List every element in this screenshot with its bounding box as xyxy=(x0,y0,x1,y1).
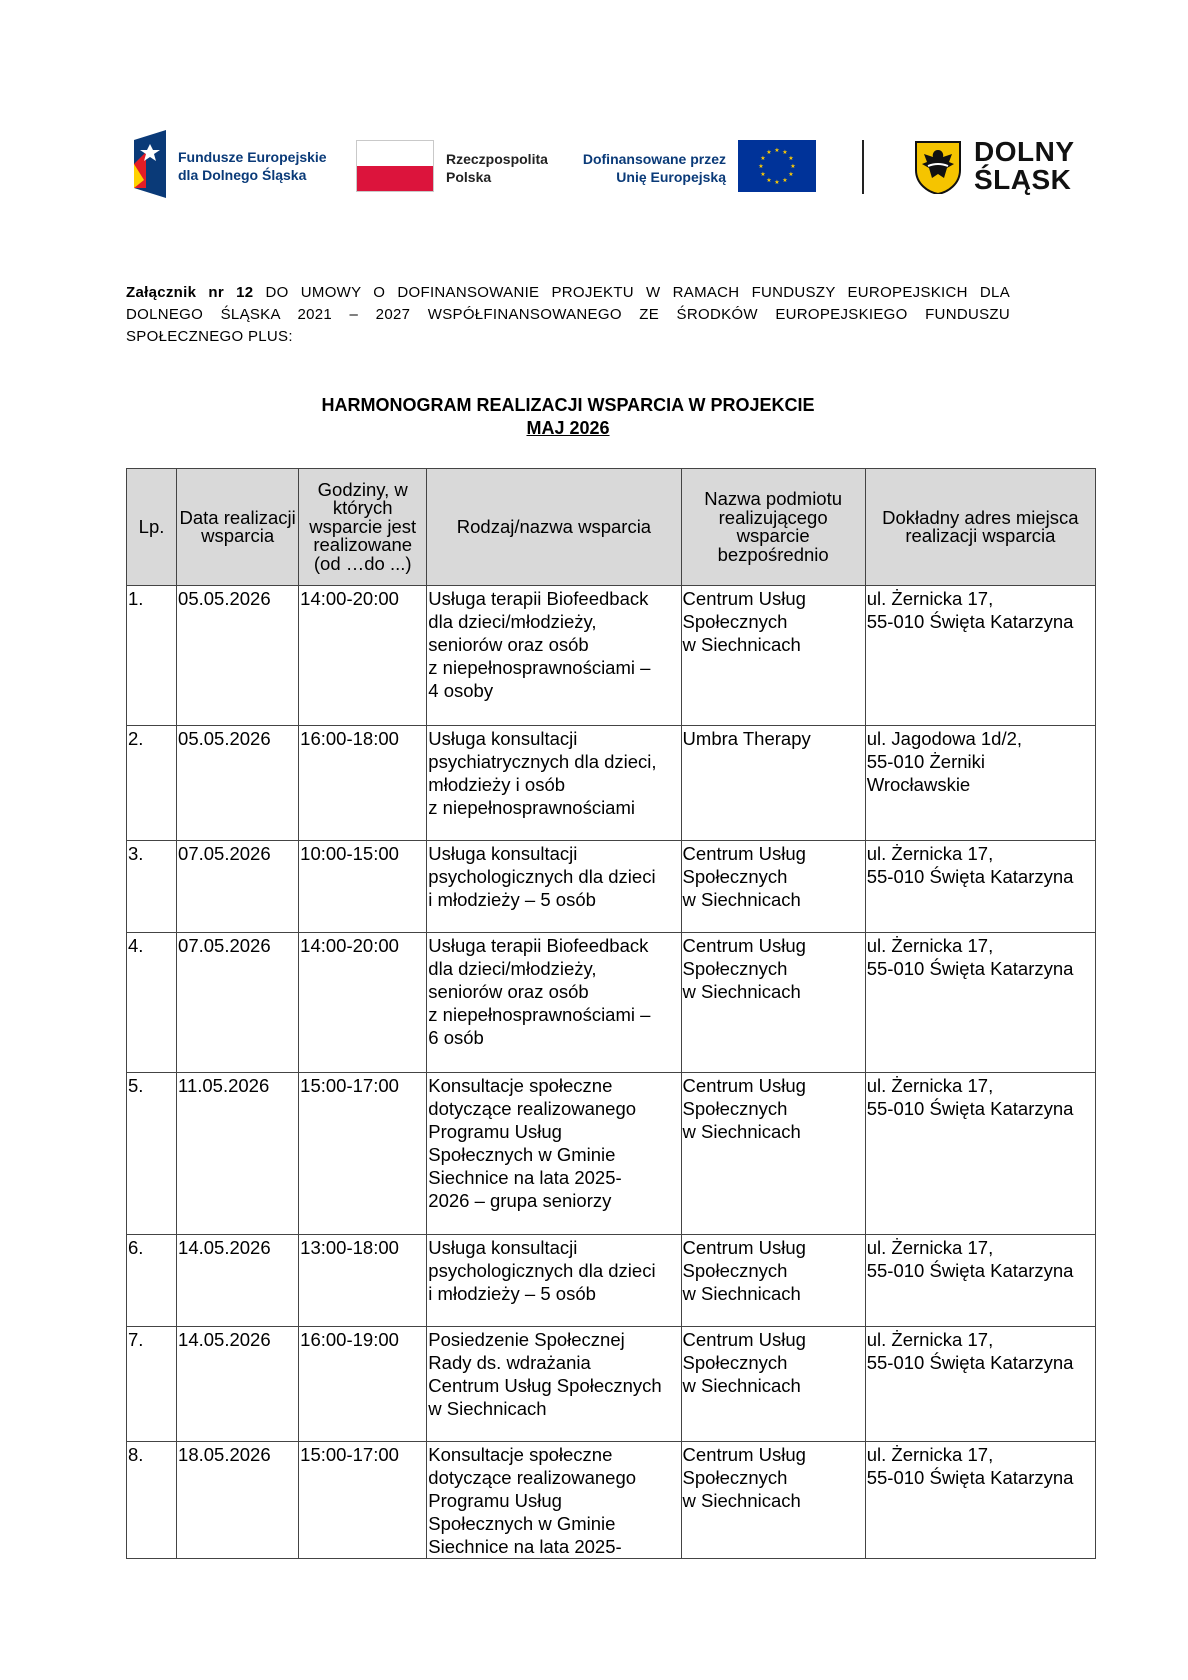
cell-hours: 15:00-17:00 xyxy=(299,1442,427,1559)
cell-date: 07.05.2026 xyxy=(177,841,299,933)
cell-lp: 6. xyxy=(127,1235,177,1327)
dolny-slask-logo-text: DOLNY ŚLĄSK xyxy=(974,136,1075,195)
cell-address xyxy=(865,1442,1095,1559)
svg-text:★: ★ xyxy=(790,163,796,170)
cell-entity xyxy=(681,841,865,933)
cell-support-type-line: Usługa terapii Biofeedback xyxy=(428,935,649,956)
table-row xyxy=(127,1327,1096,1442)
fe-star-logo-icon xyxy=(130,130,166,198)
cell-address xyxy=(865,1235,1095,1327)
cell-entity-line: Umbra Therapy xyxy=(682,728,811,749)
col-header-hours: Godziny, w których wsparcie jest realizowane (od …do ...) xyxy=(299,469,427,586)
cell-support-type xyxy=(427,726,681,841)
cell-support-type-line: 4 osoby xyxy=(428,680,494,701)
cell-support-type-line: Siechnice na lata 2025- xyxy=(428,1167,622,1188)
eu-flag-icon xyxy=(738,140,816,192)
cell-entity xyxy=(681,586,865,726)
cell-support-type-line: w Siechnicach xyxy=(428,1398,547,1419)
cell-hours: 10:00-15:00 xyxy=(299,841,427,933)
cell-lp: 4. xyxy=(127,933,177,1073)
attachment-line-1: Załącznik nr 12 DO UMOWY O DOFINANSOWANIE PROJEKTU W RAMACH FUNDUSZY EUROPEJSKICH DLA xyxy=(126,284,1010,301)
cell-address-line: ul. Żernicka 17, xyxy=(866,935,994,956)
cell-address-line: ul. Żernicka 17, xyxy=(866,1329,994,1350)
table-row xyxy=(127,841,1096,933)
cell-entity-line: Społecznych xyxy=(682,611,788,632)
cell-entity-line: Centrum Usług xyxy=(682,1329,806,1350)
cell-address xyxy=(865,1327,1095,1442)
cell-entity xyxy=(681,1327,865,1442)
cell-address-line: 55-010 Święta Katarzyna xyxy=(866,958,1074,979)
col-header-date: Data realizacji wsparcia xyxy=(177,469,299,586)
logo-divider xyxy=(862,140,864,194)
cell-lp: 3. xyxy=(127,841,177,933)
cell-lp: 1. xyxy=(127,586,177,726)
cell-support-type-line: Centrum Usług Społecznych xyxy=(428,1375,662,1396)
cell-support-type-line: 6 osób xyxy=(428,1027,484,1048)
svg-text:★: ★ xyxy=(782,177,788,184)
cell-hours: 15:00-17:00 xyxy=(299,1073,427,1235)
cell-hours: 14:00-20:00 xyxy=(299,586,427,726)
table-row xyxy=(127,933,1096,1073)
cell-support-type xyxy=(427,586,681,726)
cell-entity-line: w Siechnicach xyxy=(682,1375,801,1396)
table-row xyxy=(127,1073,1096,1235)
attachment-line-3: SPOŁECZNEGO PLUS: xyxy=(126,328,293,345)
cell-support-type xyxy=(427,1327,681,1442)
cell-address-line: 55-010 Święta Katarzyna xyxy=(866,1352,1074,1373)
cell-support-type-line: i młodzieży – 5 osób xyxy=(428,889,596,910)
cell-lp: 2. xyxy=(127,726,177,841)
cell-entity-line: Społecznych xyxy=(682,958,788,979)
svg-text:★: ★ xyxy=(760,155,766,162)
cell-address-line: ul. Żernicka 17, xyxy=(866,843,994,864)
schedule-table xyxy=(126,468,1096,1559)
schedule-table-body xyxy=(127,586,1096,1559)
cell-lp: 5. xyxy=(127,1073,177,1235)
cell-entity-line: Centrum Usług xyxy=(682,588,806,609)
cell-support-type-line: psychologicznych dla dzieci xyxy=(428,866,656,887)
cell-support-type-line: Konsultacje społeczne xyxy=(428,1075,613,1096)
cell-entity-line: Centrum Usług xyxy=(682,1237,806,1258)
document-title xyxy=(126,394,1010,440)
cell-support-type-line: Społecznych w Gminie xyxy=(428,1513,616,1534)
cell-date: 14.05.2026 xyxy=(177,1235,299,1327)
svg-text:★: ★ xyxy=(788,155,794,162)
cell-date: 11.05.2026 xyxy=(177,1073,299,1235)
cell-address xyxy=(865,841,1095,933)
svg-text:★: ★ xyxy=(782,149,788,156)
cell-entity-line: Centrum Usług xyxy=(682,935,806,956)
table-header-row xyxy=(127,469,1096,586)
fe-logo-text: Fundusze Europejskie dla Dolnego Śląska xyxy=(178,149,327,183)
cell-entity-line: Społecznych xyxy=(682,1260,788,1281)
table-row xyxy=(127,726,1096,841)
title-month: MAJ 2026 xyxy=(526,418,610,438)
col-header-address: Dokładny adres miejsca realizacji wsparcia xyxy=(865,469,1095,586)
cell-date: 07.05.2026 xyxy=(177,933,299,1073)
cell-lp: 7. xyxy=(127,1327,177,1442)
cell-support-type xyxy=(427,1073,681,1235)
cell-hours: 13:00-18:00 xyxy=(299,1235,427,1327)
cell-address-line: 55-010 Żerniki xyxy=(866,751,985,772)
cell-entity-line: Społecznych xyxy=(682,1098,788,1119)
cell-date: 05.05.2026 xyxy=(177,586,299,726)
cell-support-type-line: seniorów oraz osób xyxy=(428,634,589,655)
title-main: HARMONOGRAM REALIZACJI WSPARCIA W PROJEKCIE xyxy=(321,395,815,415)
col-header-lp: Lp. xyxy=(127,469,177,586)
cell-address xyxy=(865,1073,1095,1235)
cell-support-type-line: młodzieży i osób xyxy=(428,774,566,795)
cell-support-type-line: 2026 – grupa seniorzy xyxy=(428,1190,612,1211)
svg-text:★: ★ xyxy=(766,149,772,156)
cell-support-type-line: psychiatrycznych dla dzieci, xyxy=(428,751,657,772)
cell-entity-line: w Siechnicach xyxy=(682,1121,801,1142)
cell-date: 18.05.2026 xyxy=(177,1442,299,1559)
cell-lp: 8. xyxy=(127,1442,177,1559)
col-header-entity: Nazwa podmiotu realizującego wsparcie bezpośrednio xyxy=(681,469,865,586)
cell-address-line: ul. Żernicka 17, xyxy=(866,1075,994,1096)
polish-flag xyxy=(356,140,434,192)
cell-entity-line: w Siechnicach xyxy=(682,981,801,1002)
cell-address-line: 55-010 Święta Katarzyna xyxy=(866,611,1074,632)
cell-address xyxy=(865,933,1095,1073)
cell-support-type-line: dotyczące realizowanego xyxy=(428,1467,637,1488)
cell-entity-line: Społecznych xyxy=(682,1467,788,1488)
cell-address-line: 55-010 Święta Katarzyna xyxy=(866,866,1074,887)
cell-entity xyxy=(681,933,865,1073)
cell-entity-line: Centrum Usług xyxy=(682,1075,806,1096)
cell-support-type-line: Siechnice na lata 2025- xyxy=(428,1536,622,1557)
svg-text:★: ★ xyxy=(758,163,764,170)
cell-address-line: ul. Żernicka 17, xyxy=(866,1444,994,1465)
cell-support-type xyxy=(427,841,681,933)
table-row xyxy=(127,586,1096,726)
attachment-header xyxy=(126,282,1010,348)
cell-entity-line: w Siechnicach xyxy=(682,1490,801,1511)
cell-support-type-line: Usługa konsultacji xyxy=(428,843,578,864)
attachment-line-2: DOLNEGO ŚLĄSKA 2021 – 2027 WSPÓŁFINANSOWANEGO ZE ŚRODKÓW EUROPEJSKIEGO FUNDUSZU xyxy=(126,306,1010,323)
cell-support-type-line: seniorów oraz osób xyxy=(428,981,589,1002)
col-header-type: Rodzaj/nazwa wsparcia xyxy=(427,469,681,586)
cell-hours: 16:00-18:00 xyxy=(299,726,427,841)
cell-support-type xyxy=(427,933,681,1073)
cell-address-line: 55-010 Święta Katarzyna xyxy=(866,1260,1074,1281)
ue-logo-text: Dofinansowane przez Unię Europejską xyxy=(582,151,726,185)
svg-text:★: ★ xyxy=(766,177,772,184)
cell-support-type-line: z niepełnosprawnościami – xyxy=(428,657,651,678)
cell-entity xyxy=(681,1442,865,1559)
table-row xyxy=(127,1442,1096,1559)
cell-support-type xyxy=(427,1235,681,1327)
cell-address-line: 55-010 Święta Katarzyna xyxy=(866,1098,1074,1119)
cell-support-type-line: dla dzieci/młodzieży, xyxy=(428,611,597,632)
cell-date: 05.05.2026 xyxy=(177,726,299,841)
cell-entity-line: Centrum Usług xyxy=(682,1444,806,1465)
cell-support-type-line: dotyczące realizowanego xyxy=(428,1098,637,1119)
cell-date: 14.05.2026 xyxy=(177,1327,299,1442)
eagle-crest-icon xyxy=(914,140,962,194)
cell-support-type-line: z niepełnosprawnościami xyxy=(428,797,635,818)
cell-entity-line: Społecznych xyxy=(682,1352,788,1373)
svg-text:★: ★ xyxy=(774,179,780,186)
cell-support-type-line: Usługa konsultacji xyxy=(428,1237,578,1258)
cell-address xyxy=(865,586,1095,726)
cell-hours: 14:00-20:00 xyxy=(299,933,427,1073)
cell-support-type-line: z niepełnosprawnościami – xyxy=(428,1004,651,1025)
cell-address-line: ul. Żernicka 17, xyxy=(866,1237,994,1258)
svg-text:★: ★ xyxy=(760,171,766,178)
cell-entity-line: w Siechnicach xyxy=(682,634,801,655)
rp-logo-text: Rzeczpospolita Polska xyxy=(446,151,548,185)
svg-text:★: ★ xyxy=(788,171,794,178)
cell-address xyxy=(865,726,1095,841)
cell-support-type-line: Programu Usług xyxy=(428,1121,562,1142)
cell-entity xyxy=(681,1235,865,1327)
cell-support-type-line: Posiedzenie Społecznej xyxy=(428,1329,625,1350)
cell-address-line: ul. Żernicka 17, xyxy=(866,588,994,609)
cell-entity-line: Centrum Usług xyxy=(682,843,806,864)
cell-support-type-line: Rady ds. wdrażania xyxy=(428,1352,591,1373)
cell-support-type-line: Społecznych w Gminie xyxy=(428,1144,616,1165)
cell-support-type-line: psychologicznych dla dzieci xyxy=(428,1260,656,1281)
cell-support-type xyxy=(427,1442,681,1559)
cell-entity-line: w Siechnicach xyxy=(682,1283,801,1304)
cell-support-type-line: dla dzieci/młodzieży, xyxy=(428,958,597,979)
svg-text:★: ★ xyxy=(774,147,780,154)
cell-entity xyxy=(681,726,865,841)
cell-support-type-line: Usługa terapii Biofeedback xyxy=(428,588,649,609)
cell-hours: 16:00-19:00 xyxy=(299,1327,427,1442)
cell-entity-line: Społecznych xyxy=(682,866,788,887)
cell-address-line: Wrocławskie xyxy=(866,774,971,795)
cell-support-type-line: Konsultacje społeczne xyxy=(428,1444,613,1465)
logo-strip xyxy=(0,126,1188,206)
cell-entity xyxy=(681,1073,865,1235)
cell-entity-line: w Siechnicach xyxy=(682,889,801,910)
cell-support-type-line: Programu Usług xyxy=(428,1490,562,1511)
cell-address-line: 55-010 Święta Katarzyna xyxy=(866,1467,1074,1488)
cell-support-type-line: i młodzieży – 5 osób xyxy=(428,1283,596,1304)
table-row xyxy=(127,1235,1096,1327)
cell-address-line: ul. Jagodowa 1d/2, xyxy=(866,728,1023,749)
cell-support-type-line: Usługa konsultacji xyxy=(428,728,578,749)
